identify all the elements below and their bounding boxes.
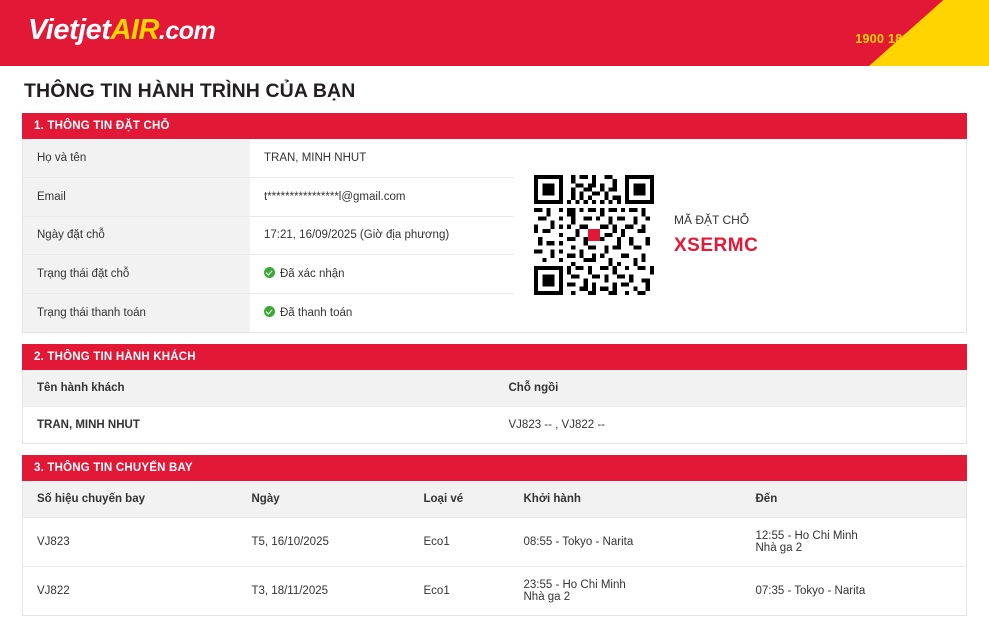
booking-row-label: Trạng thái thanh toán (23, 293, 250, 332)
pnr-block (674, 213, 758, 257)
table-row (23, 139, 514, 178)
column-header-departure: Khởi hành (510, 481, 742, 518)
booking-row-value: 17:21, 16/09/2025 (Giờ địa phương) (250, 216, 514, 255)
table-header-row (23, 370, 967, 407)
booking-row-label: Ngày đặt chỗ (23, 216, 250, 255)
pnr-code: XSERMC (674, 235, 759, 257)
flight-arrival (742, 517, 967, 566)
booking-row-value (250, 293, 514, 332)
hotline-number: 1900 1886 (855, 32, 917, 46)
column-header-passenger-name: Tên hành khách (23, 370, 495, 407)
column-header-date: Ngày (238, 481, 410, 518)
table-row (23, 517, 967, 566)
booking-row-label: Họ và tên (23, 139, 250, 178)
passenger-table (22, 370, 967, 444)
booking-row-value (250, 255, 514, 294)
flight-fare-type: Eco1 (410, 517, 510, 566)
flight-date: T5, 16/10/2025 (238, 517, 410, 566)
spacer (22, 444, 967, 455)
table-row (23, 566, 967, 615)
logo-text-main: Vietjet (28, 14, 111, 46)
flight-arrival (742, 566, 967, 615)
booking-row-value: t****************l@gmail.com (250, 178, 514, 217)
departure-line-1: 23:55 - Ho Chi Minh (523, 578, 626, 591)
qr-code-image (534, 175, 654, 295)
column-header-flight-number: Số hiệu chuyến bay (23, 481, 238, 518)
section-bar-booking: 1. THÔNG TIN ĐẶT CHỖ (22, 113, 967, 139)
passenger-name: TRAN, MINH NHUT (37, 418, 140, 431)
flight-table (22, 481, 967, 616)
logo-text-air: AIR (110, 14, 159, 46)
booking-row-value: TRAN, MINH NHUT (250, 139, 514, 178)
section-bar-flight: 3. THÔNG TIN CHUYẾN BAY (22, 455, 967, 481)
column-header-arrival: Đến (742, 481, 967, 518)
check-circle-icon (264, 306, 275, 317)
flight-departure (510, 517, 742, 566)
vietjet-logo (28, 16, 215, 45)
passenger-seat: VJ823 -- , VJ822 -- (508, 418, 606, 431)
table-row (23, 178, 514, 217)
flight-departure (510, 566, 742, 615)
booking-row-label: Trạng thái đặt chỗ (23, 255, 250, 294)
table-row (23, 406, 967, 443)
qr-pane (514, 139, 966, 332)
page-title: THÔNG TIN HÀNH TRÌNH CỦA BẠN (24, 80, 356, 102)
flight-date: T3, 18/11/2025 (251, 584, 329, 597)
booking-row-label: Email (23, 178, 250, 217)
flight-number: VJ822 (37, 584, 70, 597)
payment-status-text: Đã thanh toán (280, 307, 353, 319)
section-bar-passenger: 2. THÔNG TIN HÀNH KHÁCH (22, 344, 967, 370)
departure-line-2: Nhà ga 2 (523, 590, 571, 603)
flight-fare-type: Eco1 (423, 584, 450, 597)
page-content (0, 113, 989, 616)
column-header-seat: Chỗ ngồi (495, 370, 967, 407)
qr-code-svg (534, 175, 654, 295)
departure-line-1: 08:55 - Tokyo - Narita (523, 535, 634, 548)
flight-number: VJ823 (23, 517, 238, 566)
arrival-line-1: 07:35 - Tokyo - Narita (755, 584, 866, 597)
booking-status-text: Đã xác nhận (280, 268, 345, 281)
page-header (0, 0, 989, 66)
booking-info-block (22, 139, 967, 333)
logo-text-dotcom: .com (158, 17, 216, 45)
table-row (23, 255, 514, 294)
arrival-line-2: Nhà ga 2 (755, 541, 803, 554)
spacer (22, 333, 967, 344)
table-header-row (23, 481, 967, 518)
booking-info-table (23, 139, 514, 332)
check-circle-icon (264, 267, 275, 278)
table-row (23, 293, 514, 332)
table-row (23, 216, 514, 255)
arrival-line-1: 12:55 - Ho Chi Minh (755, 529, 858, 542)
column-header-fare-type: Loại vé (410, 481, 510, 518)
pnr-label: MÃ ĐẶT CHỖ (674, 213, 750, 228)
